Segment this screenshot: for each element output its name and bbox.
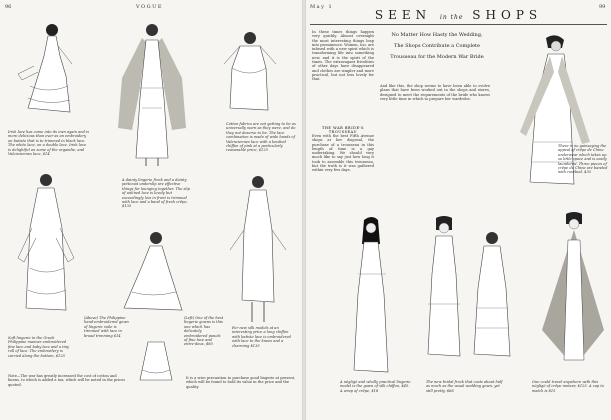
body-column-three: And like this, the shop seems to have been able to evolve plans that have been worked out in the shops and stores, designed to meet the requirements of the bride who knows very little time in which to prepare her wardrobe. xyxy=(380,84,490,101)
note-precaution: It is a wise precaution to purchase good lingerie at present, which will be found to hold its value in the price and the quality. xyxy=(186,376,296,389)
illustration-negligee xyxy=(346,214,396,378)
illustration-shawl-gown xyxy=(112,18,190,168)
deck-line-2: The Shops Contribute a Complete xyxy=(393,43,481,49)
article-deck xyxy=(378,32,496,61)
intro-body: In these times things happen very quickly. Almost overnight the most interesting things leap into prominence. Women, too, are infused with a new spirit which is transforming life into something new, and it is the spirit of the times. The extravagant frivolities of other days have disappeared and clothes are simpler and more practical, but not less lovely for that. xyxy=(312,30,374,82)
illustration-silk-gown xyxy=(226,170,290,326)
caption-silk-gown: For new silk models at an interesting price a long chiffon with batiste lace is embroidered with lace to the knees and a charming $135 xyxy=(232,326,291,348)
right-page-number: 99 xyxy=(599,4,606,10)
caption-left-gown: (Left) One of the best lingerie gowns is this one which has delicately embroidered panels of fine lace and entre-deux, $85 xyxy=(184,316,224,347)
illustration-wedding-frock-1 xyxy=(418,214,470,364)
left-page xyxy=(0,0,302,420)
left-page-number: 96 xyxy=(5,4,12,10)
masthead-rule xyxy=(310,24,607,25)
caption-negligee: A négligé and wholly practical lingerie model is the gown of silk chiffon, $45. A wrap of crêpe, $18 xyxy=(340,380,411,393)
body-column-two: Even with the best Fifth Avenue shops at her disposal, the purchase of a trousseau in this length of time is a gay undertaking. We should very much like to say just how long it took to assemble this trousseau, but the truth is it was gathered within very few days. xyxy=(312,134,374,173)
masthead-in-the: in the xyxy=(439,14,464,21)
illustration-seated-gown xyxy=(112,226,192,314)
caption-crepe-de-chine: There is no gainsaying the appeal of crêpe de Chine underwear which takes up so little space and is easily laundered. Three pieces of crêpe de Chine are banded with rosebud, $35 xyxy=(558,144,608,175)
masthead-seen: SEEN xyxy=(374,8,432,22)
illustration-camisole xyxy=(218,28,280,118)
masthead-shops: SHOPS xyxy=(472,8,543,22)
note-war-cost: Note—The war has greatly increased the cost of cotton and linens, to which is added a tax, which will be noted in the prices quoted. xyxy=(8,374,126,387)
right-running-head: May 1 xyxy=(310,4,334,10)
illustration-philippine-gown xyxy=(10,168,82,326)
deck-line-1: No Matter How Hasty the Wedding, xyxy=(391,32,483,38)
left-running-head: VOGUE xyxy=(136,4,163,10)
masthead xyxy=(306,8,611,22)
caption-philippine-gown: Soft lingerie in the Greek Philippine manner embroidered fine lace and baby lace and a tiny roll of lace. The embroidery is carried along the bottom, $125 xyxy=(8,336,70,358)
caption-crepe-meteor: One could travel anywhere with this négligé of crêpe meteor, $125. A cap to match is $15 xyxy=(532,380,604,393)
illustration-petticoat xyxy=(132,340,180,384)
illustration-wedding-frock-2 xyxy=(466,228,516,362)
right-page xyxy=(306,0,611,420)
caption-above-gown: (Above) The Philippine hand-embroidered gown of lingerie voile is trimmed with lace in broad trimming $14 xyxy=(84,316,129,338)
deck-line-3: Trousseau for the Modern War Bride xyxy=(390,54,484,60)
caption-wedding-frock: The new bridal frock that costs about half as much as the usual wedding gown, yet still pretty, $68 xyxy=(426,380,503,393)
caption-camisole: Cotton fabrics are not getting to be as universally worn as they were, and do they not deserve to be. The lace combination is made of wide bands of Valenciennes lace with a knotted chiffon of pink at a particularly reasonable price, $125 xyxy=(226,122,296,153)
caption-shawl-gown: A dainty lingerie frock and a dainty petticoat underslip are effective things for lounging together. The slip of unlined lace is lovely but exceedingly low in front is trimmed with lace and a band of fresh crêpe, $135 xyxy=(122,178,190,209)
war-bride-subhead: THE WAR BRIDE'S TROUSSEAU xyxy=(322,126,364,134)
caption-lace-gown: Irish lace has come into its own again and is more delicious than ever as an embroidery on batiste that is to trimmed in black lace. The white lace, on a double lace, Irish lace is delightful on some of the organdie, and Valenciennes lace, $14 xyxy=(8,130,90,157)
illustration-crepe-meteor xyxy=(538,210,608,372)
illustration-lace-gown xyxy=(8,16,86,128)
